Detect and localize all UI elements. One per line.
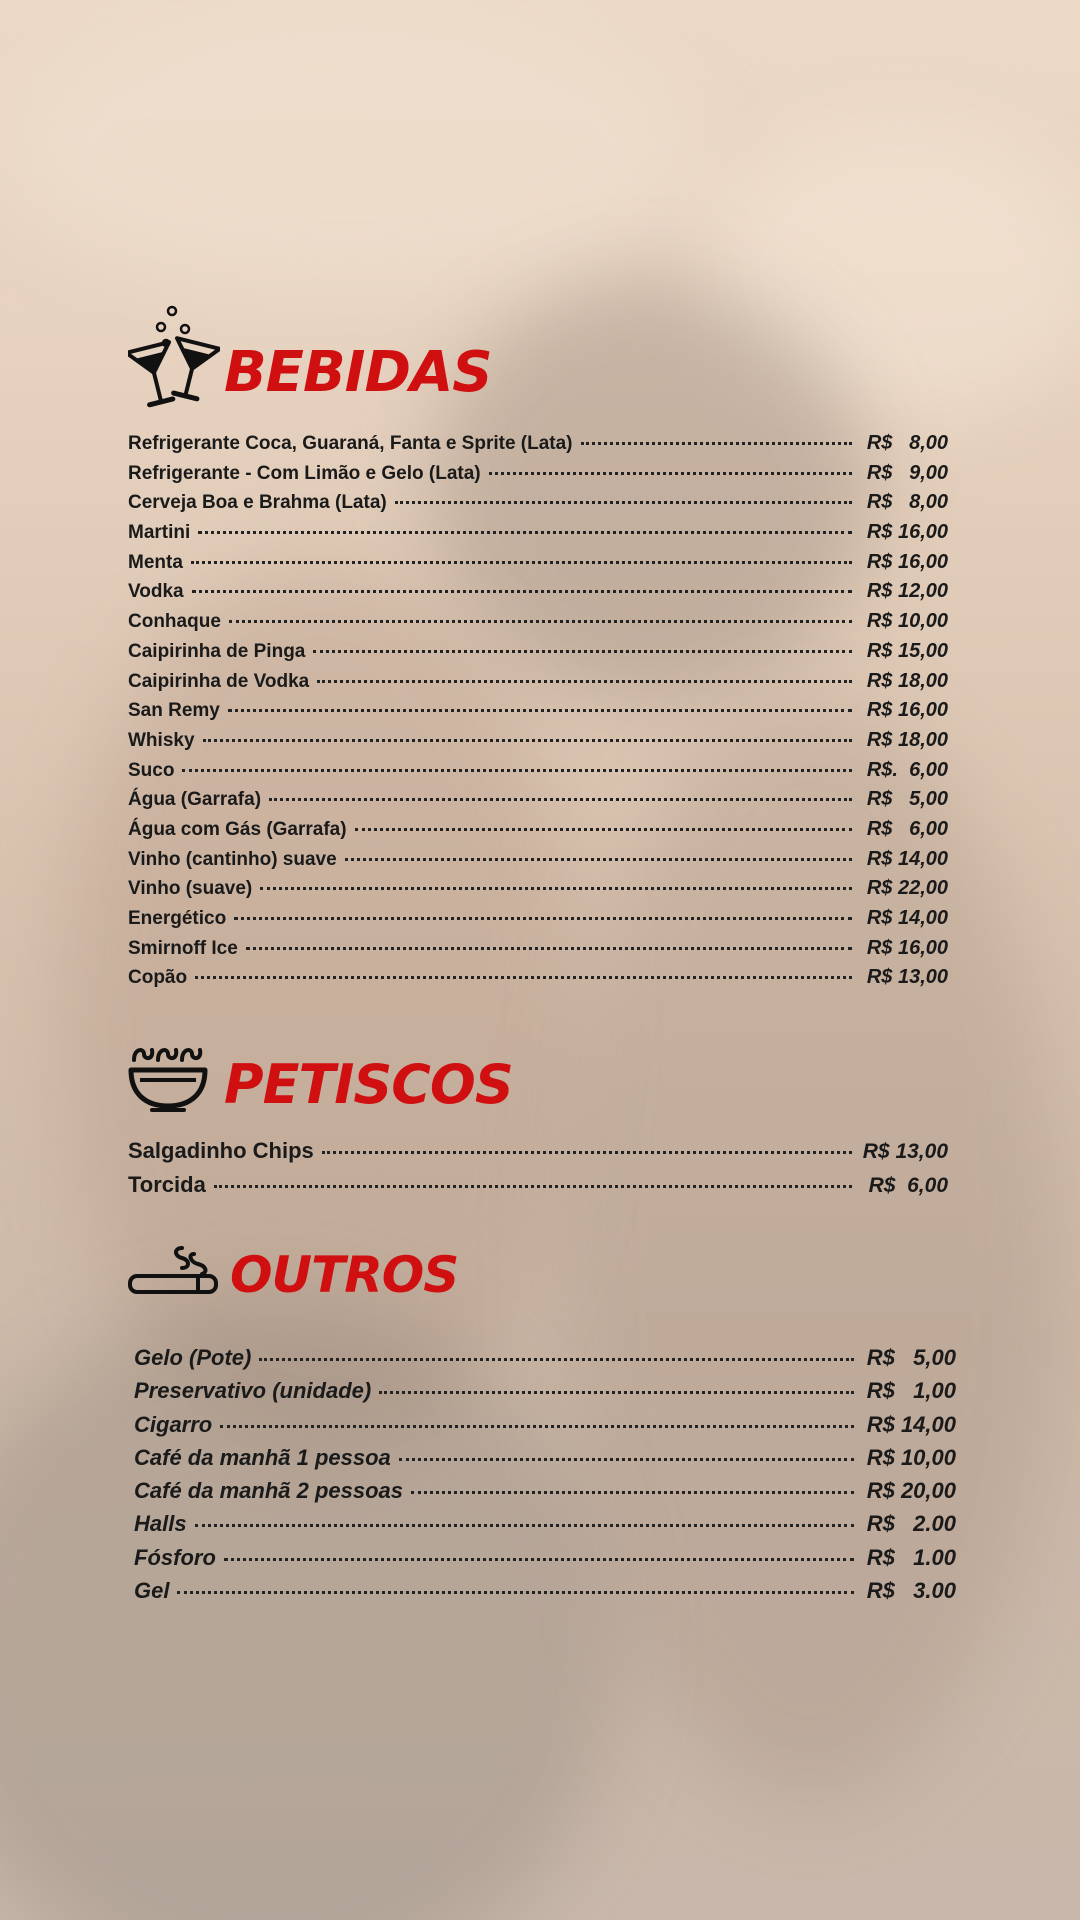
dot-leader <box>313 650 852 653</box>
item-name: Suco <box>128 759 175 781</box>
dot-leader <box>260 887 852 890</box>
item-price: R$ 9,00 <box>866 461 948 484</box>
item-price: R$ 5,00 <box>866 1345 956 1370</box>
item-name: Halls <box>134 1511 187 1537</box>
item-price: R$ 10,00 <box>866 610 948 633</box>
item-name: Whisky <box>128 729 195 751</box>
dot-leader <box>191 561 852 564</box>
item-name: Gel <box>134 1578 170 1604</box>
item-price: R$ 6,00 <box>868 1174 948 1197</box>
item-price: R$ 6,00 <box>866 817 948 840</box>
dot-leader <box>214 1185 852 1188</box>
petiscos-list <box>128 1138 948 1206</box>
dot-leader <box>228 709 852 712</box>
item-name: Salgadinho Chips <box>128 1138 314 1163</box>
bebidas-title: BEBIDAS <box>224 340 492 405</box>
dot-leader <box>411 1491 854 1494</box>
menu-item <box>128 1138 948 1172</box>
item-name: San Remy <box>128 700 220 722</box>
item-name: Energético <box>128 908 227 929</box>
bebidas-header <box>128 305 492 411</box>
menu-item <box>128 670 948 700</box>
dot-leader <box>229 620 852 623</box>
item-price: R$ 8,00 <box>866 432 948 454</box>
outros-list <box>134 1345 956 1611</box>
petiscos-title: PETISCOS <box>224 1053 513 1116</box>
menu-item <box>128 551 948 581</box>
item-name: Copão <box>128 967 188 989</box>
item-price: R$ 3.00 <box>866 1578 956 1604</box>
item-price: R$ 20,00 <box>866 1478 956 1504</box>
item-name: Cigarro <box>134 1411 213 1437</box>
dot-leader <box>224 1558 854 1561</box>
item-name: Refrigerante Coca, Guaraná, Fanta e Sprite (Lata) <box>128 433 573 454</box>
item-price: R$ 14,00 <box>866 847 948 870</box>
dot-leader <box>195 1524 854 1527</box>
dot-leader <box>395 501 852 504</box>
item-price: R$ 18,00 <box>866 669 948 692</box>
menu-item <box>128 491 948 521</box>
menu-item <box>134 1445 956 1478</box>
menu-item <box>128 432 948 462</box>
item-price: R$ 14,00 <box>866 1411 956 1437</box>
item-name: Cerveja Boa e Brahma (Lata) <box>128 492 387 514</box>
dot-leader <box>234 917 852 920</box>
item-price: R$ 16,00 <box>866 936 948 959</box>
menu-item <box>128 640 948 670</box>
item-name: Vinho (cantinho) suave <box>128 848 337 870</box>
menu-item <box>128 699 948 729</box>
menu-item <box>128 848 948 878</box>
dot-leader <box>198 531 852 534</box>
menu-item <box>128 937 948 967</box>
menu-item <box>128 610 948 640</box>
cigarette-icon <box>128 1244 220 1300</box>
item-price: R$ 1,00 <box>866 1378 956 1404</box>
item-name: Fósforo <box>134 1544 216 1570</box>
item-name: Torcida <box>128 1172 206 1197</box>
menu-item <box>134 1478 956 1511</box>
menu-item <box>128 729 948 759</box>
item-price: R$ 14,00 <box>866 907 948 929</box>
item-name: Martini <box>128 522 191 544</box>
menu-item <box>128 966 948 996</box>
dot-leader <box>195 976 852 979</box>
menu-item <box>134 1378 956 1411</box>
item-price: R$ 16,00 <box>866 699 948 722</box>
item-price: R$ 10,00 <box>866 1444 956 1470</box>
menu-item <box>128 521 948 551</box>
dot-leader <box>322 1151 852 1154</box>
dot-leader <box>269 798 852 801</box>
item-price: R$ 13,00 <box>866 966 948 989</box>
menu-item <box>134 1345 956 1378</box>
item-name: Café da manhã 2 pessoas <box>134 1478 404 1504</box>
item-price: R$ 18,00 <box>866 728 948 751</box>
item-name: Caipirinha de Pinga <box>128 640 306 662</box>
dot-leader <box>345 858 852 861</box>
item-name: Menta <box>128 551 183 573</box>
item-price: R$ 22,00 <box>866 877 948 900</box>
item-name: Água (Garrafa) <box>128 789 262 811</box>
petiscos-header <box>128 1042 513 1116</box>
dot-leader <box>581 442 852 445</box>
dot-leader <box>182 769 852 772</box>
dot-leader <box>355 828 852 831</box>
dot-leader <box>246 947 852 950</box>
item-name: Gelo (Pote) <box>134 1345 252 1370</box>
dot-leader <box>177 1591 854 1594</box>
item-price: R$ 16,00 <box>866 550 948 573</box>
item-price: R$ 12,00 <box>866 580 948 603</box>
menu-item <box>128 580 948 610</box>
menu-item <box>134 1578 956 1611</box>
outros-header <box>128 1244 459 1304</box>
item-name: Refrigerante - Com Limão e Gelo (Lata) <box>128 462 481 484</box>
menu-item <box>128 1172 948 1206</box>
menu-item <box>128 462 948 492</box>
item-price: R$ 13,00 <box>862 1140 948 1163</box>
menu-item <box>128 907 948 937</box>
dot-leader <box>203 739 852 742</box>
dot-leader <box>379 1391 854 1394</box>
item-name: Vinho (suave) <box>128 878 253 900</box>
menu-item <box>128 759 948 789</box>
item-name: Água com Gás (Garrafa) <box>128 818 347 840</box>
dot-leader <box>317 680 852 683</box>
dot-leader <box>399 1458 854 1461</box>
dot-leader <box>259 1358 854 1361</box>
bebidas-list <box>128 432 948 996</box>
item-price: R$ 2.00 <box>866 1511 956 1537</box>
item-name: Café da manhã 1 pessoa <box>134 1444 391 1470</box>
menu-item <box>128 788 948 818</box>
item-name: Preservativo (unidade) <box>134 1378 372 1404</box>
item-name: Smirnoff Ice <box>128 937 238 959</box>
menu-item <box>134 1412 956 1445</box>
menu-item <box>128 818 948 848</box>
dot-leader <box>220 1425 854 1428</box>
item-name: Conhaque <box>128 611 221 633</box>
item-price: R$ 5,00 <box>866 788 948 811</box>
item-name: Caipirinha de Vodka <box>128 670 310 692</box>
dot-leader <box>192 590 852 593</box>
item-price: R$ 1.00 <box>866 1544 956 1570</box>
item-price: R$ 16,00 <box>866 521 948 544</box>
dot-leader <box>489 472 852 475</box>
item-name: Vodka <box>128 581 184 603</box>
item-price: R$ 8,00 <box>866 491 948 514</box>
menu-item <box>128 877 948 907</box>
cocktail-glasses-icon <box>128 305 220 411</box>
item-price: R$ 15,00 <box>866 639 948 662</box>
menu-item <box>134 1545 956 1578</box>
hot-bowl-icon <box>128 1042 208 1112</box>
menu-item <box>134 1511 956 1544</box>
item-price: R$. 6,00 <box>866 758 948 781</box>
outros-title: OUTROS <box>230 1246 459 1304</box>
